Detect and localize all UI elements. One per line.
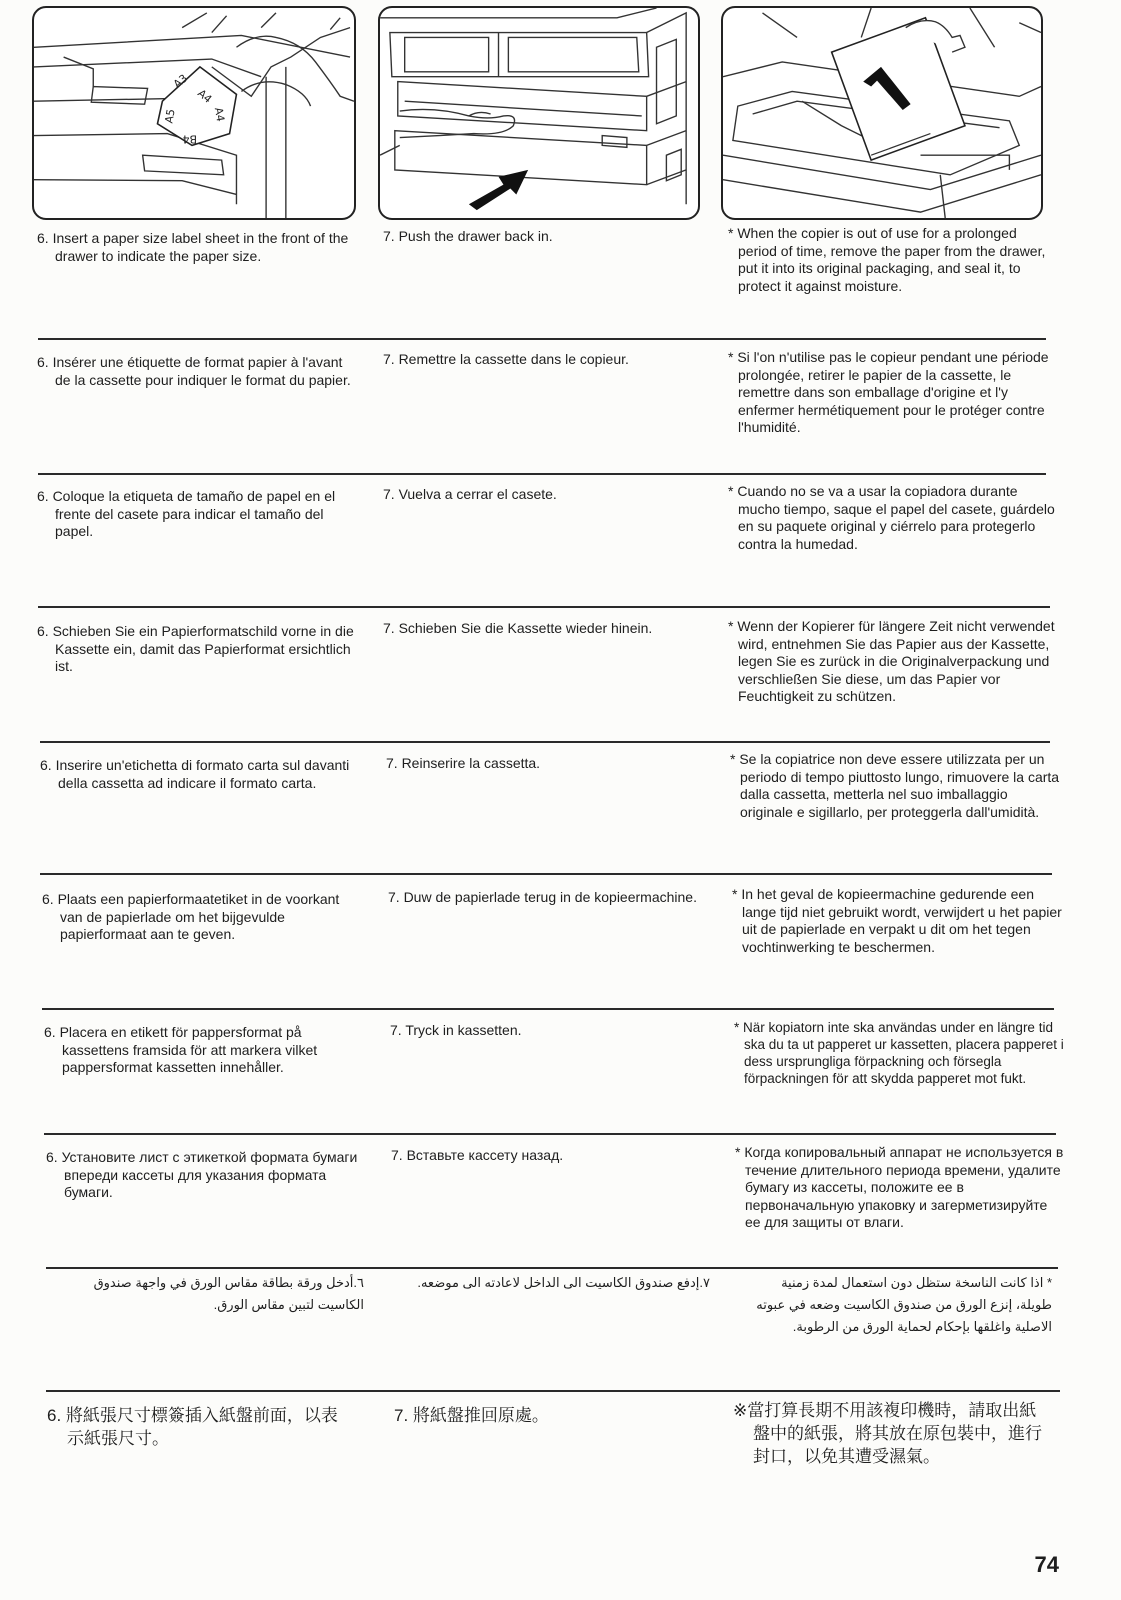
- storage-note: * Cuando no se va a usar la copiadora durante mucho tiempo, saque el papel del casete, guárdelo en su paquete original y ciérrelo para protegerlo contra la humedad.: [728, 483, 1055, 552]
- label-a5: A5: [162, 108, 178, 125]
- step-6-text: 6. Установите лист с этикеткой формата бумаги впереди кассеты для указания формата бумаги.: [46, 1149, 358, 1200]
- paper-size-label-illustration: [32, 6, 356, 220]
- section-divider: [46, 1267, 1058, 1269]
- step-6-text: ٦.أدخل ورقة بطاقة مقاس الورق في واجهة صندوق الكاسيت لتبين مقاس الورق.: [93, 1275, 364, 1312]
- storage-note: * Se la copiatrice non deve essere utilizzata per un periodo di tempo piuttosto lungo, rimuovere la carta dalla cassetta, metterla nel suo imballaggio originale e sigillarlo, per proteggerla dall'umidità.: [730, 751, 1060, 820]
- step-7-text: 7. Tryck in kassetten.: [390, 1022, 522, 1038]
- storage-note: * Когда копировальный аппарат не используется в течение длительного периода времени, удалите бумагу из кассеты, положите ее в первоначальную упаковку и загерметизируйте ее для защиты от влаги.: [735, 1144, 1064, 1230]
- step-7-text: 7. Schieben Sie die Kassette wieder hinein.: [383, 620, 653, 636]
- storage-note: * In het geval de kopieermachine gedurende een lange tijd niet gebruikt wordt, verwijdert u het papier uit de papierlade en verpakt u dit om het tegen vochtinwerking te beschermen.: [732, 886, 1062, 955]
- step-7-text: 7. Push the drawer back in.: [383, 228, 553, 244]
- remove-paper-illustration: [721, 6, 1043, 220]
- label-a4-side: A4: [211, 106, 228, 123]
- label-a3: A3: [170, 71, 191, 91]
- step-6-text: 6. Coloque la etiqueta de tamaño de papel en el frente del casete para indicar el tamaño del papel.: [37, 488, 336, 539]
- section-divider: [42, 1008, 1054, 1010]
- page-number: 74: [1034, 1552, 1059, 1577]
- step-6-text: 6. Inserire un'etichetta di formato carta sul davanti della cassetta ad indicare il formato carta.: [40, 757, 350, 791]
- label-b4: B4: [182, 132, 197, 146]
- step-7-text: 7. Vuelva a cerrar el casete.: [383, 486, 557, 502]
- push-drawer-illustration: [378, 6, 700, 220]
- storage-note: * Si l'on n'utilise pas le copieur pendant une période prolongée, retirer le papier de la cassette, le remettre dans son emballage d'origine et l'y enfermer hermétiquement pour le protéger contre l'humidité.: [728, 349, 1049, 435]
- step-7-text: 7. Reinserire la cassetta.: [386, 755, 541, 771]
- step-7-text: 7. 將紙盤推回原處。: [394, 1406, 549, 1425]
- section-divider: [40, 741, 1050, 743]
- step-7-text: 7. Remettre la cassette dans le copieur.: [383, 351, 629, 367]
- step-6-text: 6. Plaats een papierformaatetiket in de voorkant van de papierlade om het bijgevulde papierformaat aan te geven.: [42, 891, 340, 942]
- step-6-text: 6. Insert a paper size label sheet in the front of the drawer to indicate the paper size.: [37, 230, 349, 264]
- step-6-text: 6. Insérer une étiquette de format papier à l'avant de la cassette pour indiquer le format du papier.: [37, 354, 351, 388]
- step-6-text: 6. Schieben Sie ein Papierformatschild vorne in die Kassette ein, damit das Papierformat ersichtlich ist.: [37, 623, 354, 674]
- step-6-text: 6. 將紙張尺寸標簽插入紙盤前面，以表示紙張尺寸。: [47, 1406, 338, 1448]
- section-divider: [38, 338, 1046, 340]
- step-6-text: 6. Placera en etikett för pappersformat på kassettens framsida för att markera vilket pappersformat kassetten innehåller.: [44, 1024, 318, 1075]
- label-a4-top: A4: [195, 86, 215, 106]
- storage-note: * اذا كانت الناسخة ستظل دون استعمال لمدة زمنية طويلة، إنزع الورق من صندوق الكاسيت وضعه في عبوته الاصلية واغلقها بإحكام لحماية الورق من الرطوبة.: [756, 1275, 1052, 1334]
- section-divider: [38, 606, 1050, 608]
- section-divider: [44, 1133, 1056, 1135]
- storage-note: * When the copier is out of use for a prolonged period of time, remove the paper from the drawer, put it into its original packaging, and seal it, to protect it against moisture.: [728, 225, 1046, 294]
- storage-note: * Wenn der Kopierer für längere Zeit nicht verwendet wird, entnehmen Sie das Papier aus der Kassette, legen Sie es zurück in die Originalverpackung und verschließen Sie diese, um das Papier vor Feuchtigkeit zu schützen.: [728, 618, 1055, 704]
- storage-note: * När kopiatorn inte ska användas under en längre tid ska du ta ut papperet ur kassetten, placera papperet i dess ursprungliga förpackning och försegla förpackningen för att skydda papperet mot fukt.: [734, 1020, 1064, 1086]
- section-divider: [46, 1390, 1060, 1392]
- section-divider: [38, 473, 1046, 475]
- section-divider: [40, 873, 1052, 875]
- storage-note: ※當打算長期不用該複印機時，請取出紙盤中的紙張，將其放在原包裝中，進行封口，以免其遭受濕氣。: [733, 1401, 1042, 1466]
- step-7-text: 7. Вставьте кассету назад.: [391, 1147, 564, 1163]
- step-7-text: 7. Duw de papierlade terug in de kopieermachine.: [388, 889, 697, 905]
- step-7-text: ٧.إدفع صندوق الكاسيت الى الداخل لاعادته الى موضعه.: [417, 1275, 710, 1290]
